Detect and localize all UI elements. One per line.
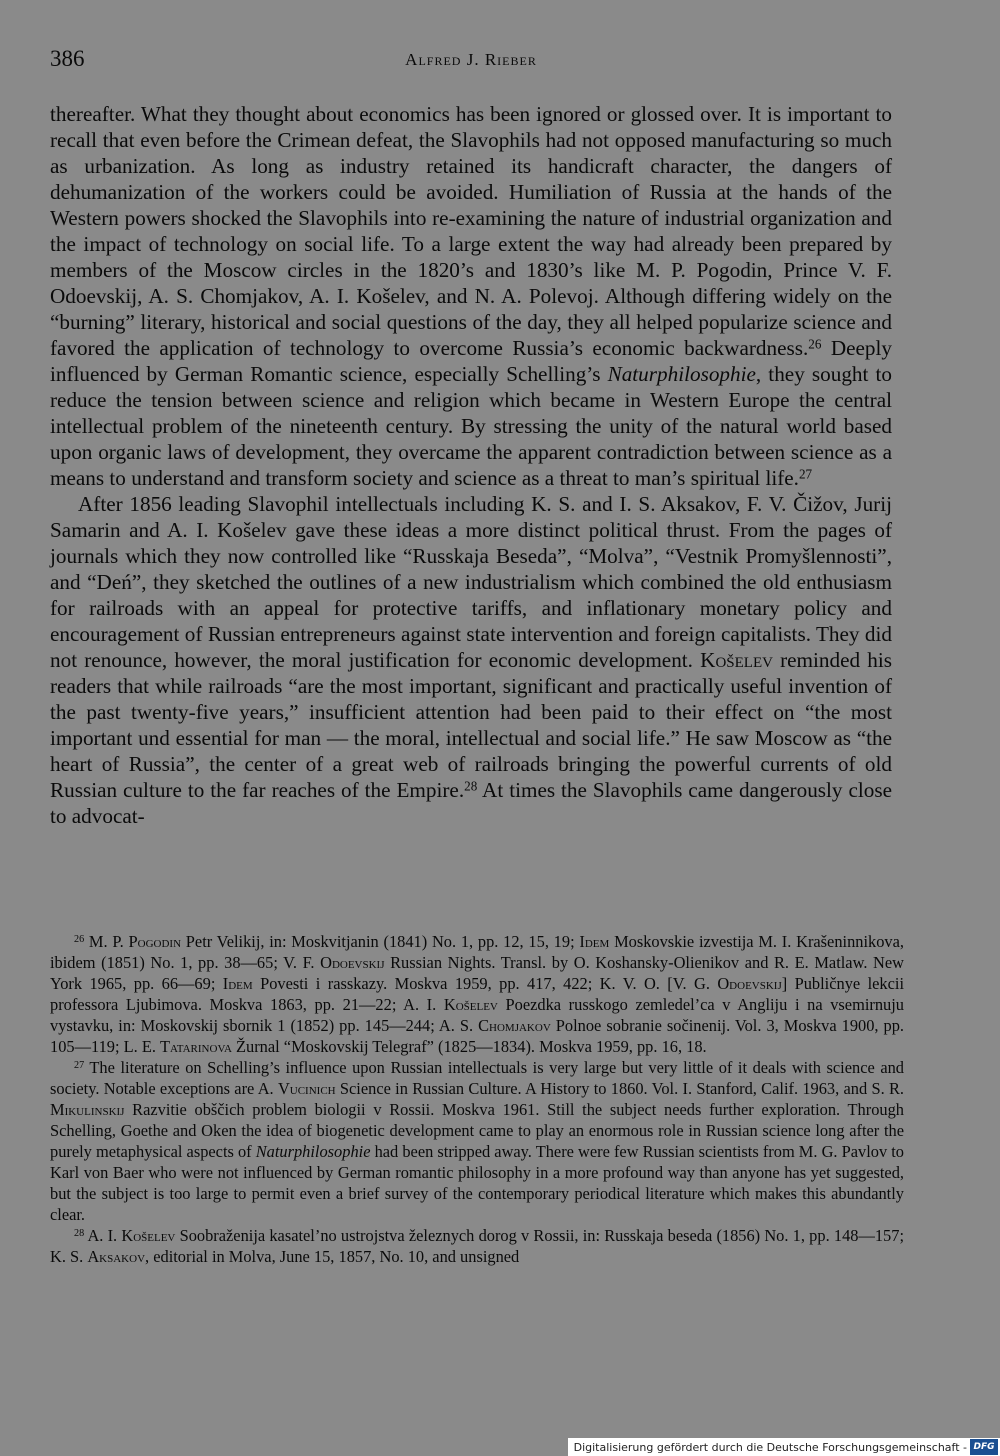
footnote-26-text: Russian Nights. Transl. by O. Koshansky-Olienikov and R. E. Matlaw. New York 1965, pp. 66—69; xyxy=(50,953,905,993)
footnote-27-author: Vucinich xyxy=(277,1079,336,1098)
footnote-27-text: Science in Russian Culture. A History to 1860. Vol. I. Stanford, Calif. 1963, and S. R. xyxy=(335,1079,904,1098)
footnote-27-text: had been stripped away. There were few Russian scientists from M. G. Pavlov to Karl von Baer who were not influenced by German romantic philosophy in a more profound way than anyone has yet suggested, but the subject is too large to permit even a brief survey of the contemporary periodical literature which makes this abundantly clear. xyxy=(50,1142,904,1224)
footnote-28-author: Aksakov xyxy=(87,1247,146,1266)
footnote-26-text: Petr Velikij, in: Moskvitjanin (1841) No. 1, pp. 12, 15, 19; xyxy=(181,932,580,951)
footnote-28 xyxy=(50,1225,904,1267)
footnote-ref-26[interactable]: 26 xyxy=(808,336,822,352)
footnote-28-number: 28 xyxy=(74,1227,85,1239)
running-head-author: Alfred J. Rieber xyxy=(405,50,537,69)
footnote-26 xyxy=(50,931,904,1057)
footnote-26-author: Idem xyxy=(579,932,610,951)
footnote-26-text: M. P. xyxy=(84,932,129,951)
footnotes xyxy=(50,931,904,1267)
footnote-26-author: Pogodin xyxy=(128,932,182,951)
digitization-credit xyxy=(568,1438,1000,1456)
footnote-ref-27[interactable]: 27 xyxy=(798,466,813,482)
footnote-28-text: A. I. xyxy=(84,1226,122,1245)
footnote-28-author: Košelev xyxy=(121,1226,176,1245)
running-head xyxy=(50,46,892,76)
body-text xyxy=(50,101,892,829)
paragraph-1 xyxy=(50,101,892,491)
paragraph-1-text-c: , they sought to reduce the tension between science and religion which became in Western Europe the central intellectual problem of the nineteenth century. By stressing the unity of the natural world based upon organic laws of development, they overcame the apparent contradiction between science as a means to understand and transform society and science as a threat to man’s spiritual life. xyxy=(50,362,893,490)
paragraph-1-text-b: Deeply influenced by German Romantic science, especially Schelling’s xyxy=(50,336,893,386)
paragraph-2 xyxy=(50,491,892,829)
footnote-26-text: Žurnal “Moskovskij Telegraf” (1825—1834). Moskva 1959, pp. 16, 18. xyxy=(231,1037,707,1056)
paragraph-2-author-name: Košelev xyxy=(700,648,773,672)
footnote-27-number: 27 xyxy=(74,1059,85,1071)
footnote-26-author: Idem xyxy=(222,974,253,993)
footnote-26-text: ] Publičnye lekcii professora Ljubimova. Moskva 1863, pp. 21—22; A. I. xyxy=(50,974,904,1014)
footnote-28-text: Soobraženija kasatel’no ustrojstva železnych dorog v Rossii, in: Russkaja beseda (1856) No. 1, pp. 148—157; K. S. xyxy=(50,1226,904,1266)
footnote-ref-28[interactable]: 28 xyxy=(464,778,478,794)
footnote-26-author: Tatarinova xyxy=(160,1037,232,1056)
footnote-28-text: , editorial in Molva, June 15, 1857, No. 10, and unsigned xyxy=(145,1247,520,1266)
footnote-26-author: Odoevskij xyxy=(717,974,782,993)
footnote-26-text: Moskovskie izvestija M. I. Krašeninnikova, ibidem (1851) No. 1, pp. 38—65; V. F. xyxy=(50,932,904,972)
footnote-26-number: 26 xyxy=(74,933,85,945)
paragraph-1-text-a: thereafter. What they thought about economics has been ignored or glossed over. It is important to recall that even before the Crimean defeat, the Slavophils had not opposed manufacturing so much as urbanization. As long as industry retained its handicraft character, the dangers of dehumanization of the workers could be avoided. Humiliation of Russia at the hands of the Western powers shocked the Slavophils into re-examining the nature of industrial organization and the impact of technology on social life. To a large extent the way had already been prepared by members of the Moscow circles in the 1820’s and 1830’s like M. P. Pogodin, Prince V. F. Odoevskij, A. S. Chomjakov, A. I. Košelev, and N. A. Polevoj. Although differing widely on the “burning” literary, historical and social questions of the day, they all helped popularize science and favored the application of technology to overcome Russia’s economic backwardness. xyxy=(50,102,892,360)
paragraph-1-italic-term: Naturphilosophie xyxy=(607,362,756,386)
footnote-26-text: Polnoe sobranie sočinenij. Vol. 3, Moskva 1900, pp. 105—119; L. E. xyxy=(50,1016,905,1056)
footnote-27-text: Razvitie obščich problem biologii v Rossii. Moskva 1961. Still the subject needs further exploration. Through Schelling, Goethe and Oken the idea of biogenetic development came to play an enormous role in Russian science long after the purely metaphysical aspects of xyxy=(50,1100,904,1161)
page-number: 386 xyxy=(50,46,85,71)
footnote-26-author: Odoevskij xyxy=(320,953,385,972)
footnote-26-text: Povesti i rasskazy. Moskva 1959, pp. 417, 422; K. V. O. [V. G. xyxy=(252,974,718,993)
credit-text: Digitalisierung gefördert durch die Deutsche Forschungsgemeinschaft - xyxy=(573,1440,967,1454)
footnote-26-author: Chomjakov xyxy=(478,1016,551,1035)
footnote-26-author: Košelev xyxy=(443,995,498,1014)
footnote-27-text: The literature on Schelling’s influence upon Russian intellectuals is very large but very little of it deals with science and society. Notable exceptions are A. xyxy=(50,1058,904,1098)
footnote-27-author: Mikulinskij xyxy=(50,1100,125,1119)
paragraph-2-text-b: reminded his readers that while railroads “are the most important, significant and practically useful invention of the past twenty-five years,” insufficient attention had been paid to their effect on “the most important und essential for man — the moral, intellectual and social life.” He saw Moscow as “the heart of Russia”, the center of a great web of railroads bringing the powerful currents of old Russian culture to the far reaches of the Empire. xyxy=(50,648,892,802)
paragraph-2-text-a: After 1856 leading Slavophil intellectuals including K. S. and I. S. Aksakov, F. V. Čižov, Jurij Samarin and A. I. Košelev gave these ideas a more distinct political thrust. From the pages of journals which they now controlled like “Russkaja Beseda”, “Molva”, “Vestnik Promyšlennosti”, and “Deń”, they sketched the outlines of a new industrialism which combined the old enthusiasm for railroads with an appeal for protective tariffs, and inflationary monetary policy and encouragement of Russian entrepreneurs against state intervention and foreign capitalists. They did not renounce, however, the moral justification for economic development. xyxy=(50,492,892,672)
footnote-26-text: Poezdka russkogo zemledel’ca v Angliju i na vsemirnuju vystavku, in: Moskovskij sbornik 1 (1852) pp. 145—244; A. S. xyxy=(50,995,904,1035)
paragraph-2-text-c: At times the Slavophils came dangerously close to advocat- xyxy=(50,778,892,828)
dfg-logo[interactable]: DFG xyxy=(970,1439,998,1455)
footnote-27-italic-term: Naturphilosophie xyxy=(255,1142,371,1161)
footnote-27 xyxy=(50,1057,904,1225)
